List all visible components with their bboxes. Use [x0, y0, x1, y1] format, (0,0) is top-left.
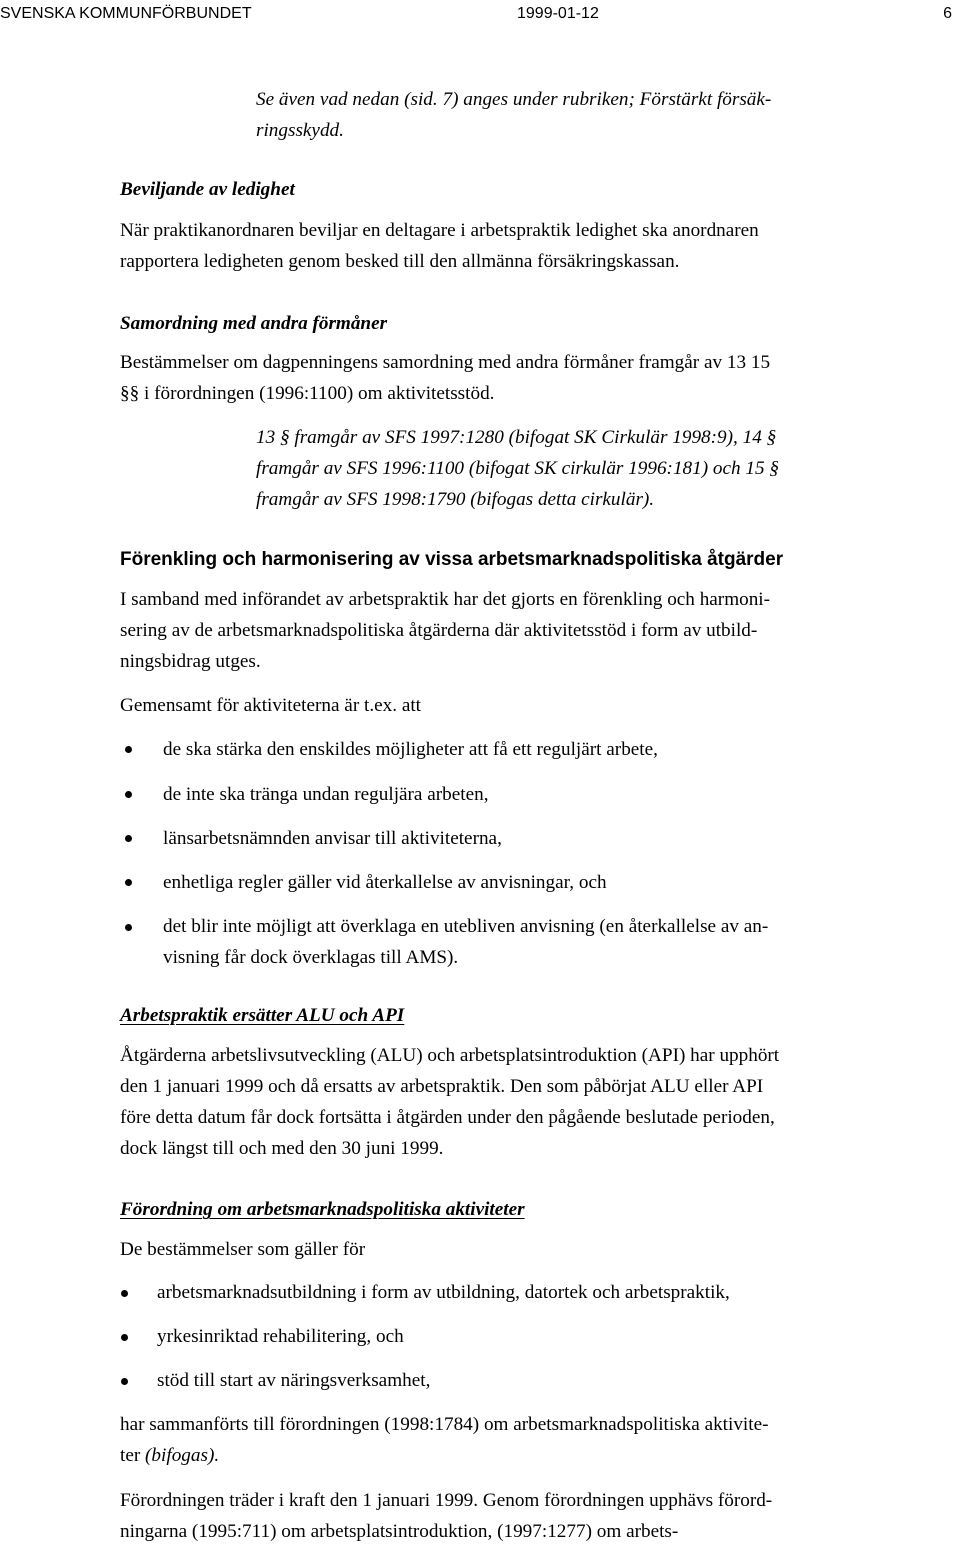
list-item — [163, 823, 502, 854]
paragraph-line: före detta datum får dock fortsätta i åtgärden under den pågående beslutade perioden, — [120, 1107, 775, 1128]
list-item — [157, 1321, 404, 1352]
bullet-icon — [125, 746, 132, 753]
paragraph-line: sering av de arbetsmarknadspolitiska åtgärderna där aktivitetsstöd i form av utbild- — [120, 620, 758, 641]
bullet-icon — [121, 1290, 128, 1297]
header-organization: SVENSKA KOMMUNFÖRBUNDET — [0, 5, 252, 22]
header-date: 1999-01-12 — [517, 5, 599, 22]
list-item — [163, 911, 768, 973]
paragraph-line: Åtgärderna arbetslivsutveckling (ALU) och arbetsplatsintroduktion (API) har upphört — [120, 1045, 780, 1066]
paragraph-line: Förordningen träder i kraft den 1 januari 1999. Genom förordningen upphävs förord- — [120, 1490, 773, 1511]
bullet-icon — [125, 791, 132, 798]
intro-note — [256, 84, 771, 146]
list-item-text: visning får dock överklagas till AMS). — [163, 947, 459, 968]
paragraph-ikraft — [120, 1485, 772, 1547]
list-item — [157, 1365, 430, 1396]
note-line: 13 § framgår av SFS 1997:1280 (bifogat SK Cirkulär 1998:9), 14 § — [256, 427, 777, 448]
intro-note-line: Se även vad nedan (sid. 7) anges under rubriken; Förstärkt försäk- — [256, 89, 772, 110]
note-line: framgår av SFS 1998:1790 (bifogas detta cirkulär). — [256, 489, 655, 510]
paragraph-alu — [120, 1040, 779, 1164]
samordning-note — [256, 422, 779, 515]
list-item-text: de inte ska tränga undan reguljära arbeten, — [163, 784, 489, 805]
paragraph-line: har sammanförts till förordningen (1998:1784) om arbetsmarknadspolitiska aktivite- — [120, 1414, 769, 1435]
list-item — [163, 734, 658, 765]
heading-arbetspraktik-ersatter: Arbetspraktik ersätter ALU och API — [120, 1005, 405, 1026]
paragraph-line: dock längst till och med den 30 juni 1999. — [120, 1138, 444, 1159]
header-page-number: 6 — [943, 5, 952, 22]
note-line: framgår av SFS 1996:1100 (bifogat SK cirkulär 1996:181) och 15 § — [256, 458, 779, 479]
paragraph-forenkling — [120, 584, 770, 677]
intro-note-line: ringsskydd. — [256, 120, 344, 141]
bullet-icon — [121, 1334, 128, 1341]
paragraph-line: §§ i förordningen (1996:1100) om aktivitetsstöd. — [120, 383, 495, 404]
heading-beviljande-av-ledighet: Beviljande av ledighet — [120, 179, 295, 200]
list-item-text: stöd till start av näringsverksamhet, — [157, 1370, 431, 1391]
list-item-text: enhetliga regler gäller vid återkallelse av anvisningar, och — [163, 872, 607, 893]
paragraph-line: I samband med införandet av arbetspraktik har det gjorts en förenkling och harmoni- — [120, 589, 771, 610]
page-header — [0, 4, 960, 24]
paragraph-line: den 1 januari 1999 och då ersatts av arbetspraktik. Den som påbörjat ALU eller API — [120, 1076, 764, 1097]
bullet-icon — [125, 924, 132, 931]
paragraph-line: ningsbidrag utges. — [120, 651, 261, 672]
paragraph-text-italic: (bifogas). — [145, 1445, 220, 1466]
bullet-icon — [125, 835, 132, 842]
heading-forenkling: Förenkling och harmonisering av vissa arbetsmarknadspolitiska åtgärder — [120, 549, 784, 570]
paragraph-line: När praktikanordnaren beviljar en deltagare i arbetspraktik ledighet ska anordnaren — [120, 220, 759, 241]
list-item-text: yrkesinriktad rehabilitering, och — [157, 1326, 404, 1347]
paragraph-sammanforts — [120, 1409, 769, 1471]
bullet-icon — [125, 879, 132, 886]
paragraph-samordning — [120, 347, 770, 409]
bullet-icon — [121, 1378, 128, 1385]
list-item — [163, 867, 607, 898]
paragraph-text: ter — [120, 1445, 146, 1466]
paragraph-line — [120, 1440, 769, 1471]
list-item-text: arbetsmarknadsutbildning i form av utbildning, datortek och arbetspraktik, — [157, 1282, 730, 1303]
paragraph-gemensamt: Gemensamt för aktiviteterna är t.ex. att — [120, 695, 422, 716]
list-item — [163, 779, 489, 810]
paragraph-line: Bestämmelser om dagpenningens samordning med andra förmåner framgår av 13 15 — [120, 352, 771, 373]
paragraph-line: rapportera ledigheten genom besked till den allmänna försäkringskassan. — [120, 251, 680, 272]
paragraph-ledighet — [120, 215, 759, 277]
list-item-text: det blir inte möjligt att överklaga en utebliven anvisning (en återkallelse av an- — [163, 916, 769, 937]
heading-samordning: Samordning med andra förmåner — [120, 313, 388, 334]
list-item — [157, 1277, 730, 1308]
paragraph-bestammelser: De bestämmelser som gäller för — [120, 1239, 366, 1260]
paragraph-line: ningarna (1995:711) om arbetsplatsintroduktion, (1997:1277) om arbets- — [120, 1521, 679, 1542]
list-item-text: de ska stärka den enskildes möjligheter att få ett reguljärt arbete, — [163, 739, 658, 760]
list-item-text: länsarbetsnämnden anvisar till aktiviteterna, — [163, 828, 502, 849]
heading-forordning: Förordning om arbetsmarknadspolitiska aktiviteter — [120, 1199, 525, 1220]
